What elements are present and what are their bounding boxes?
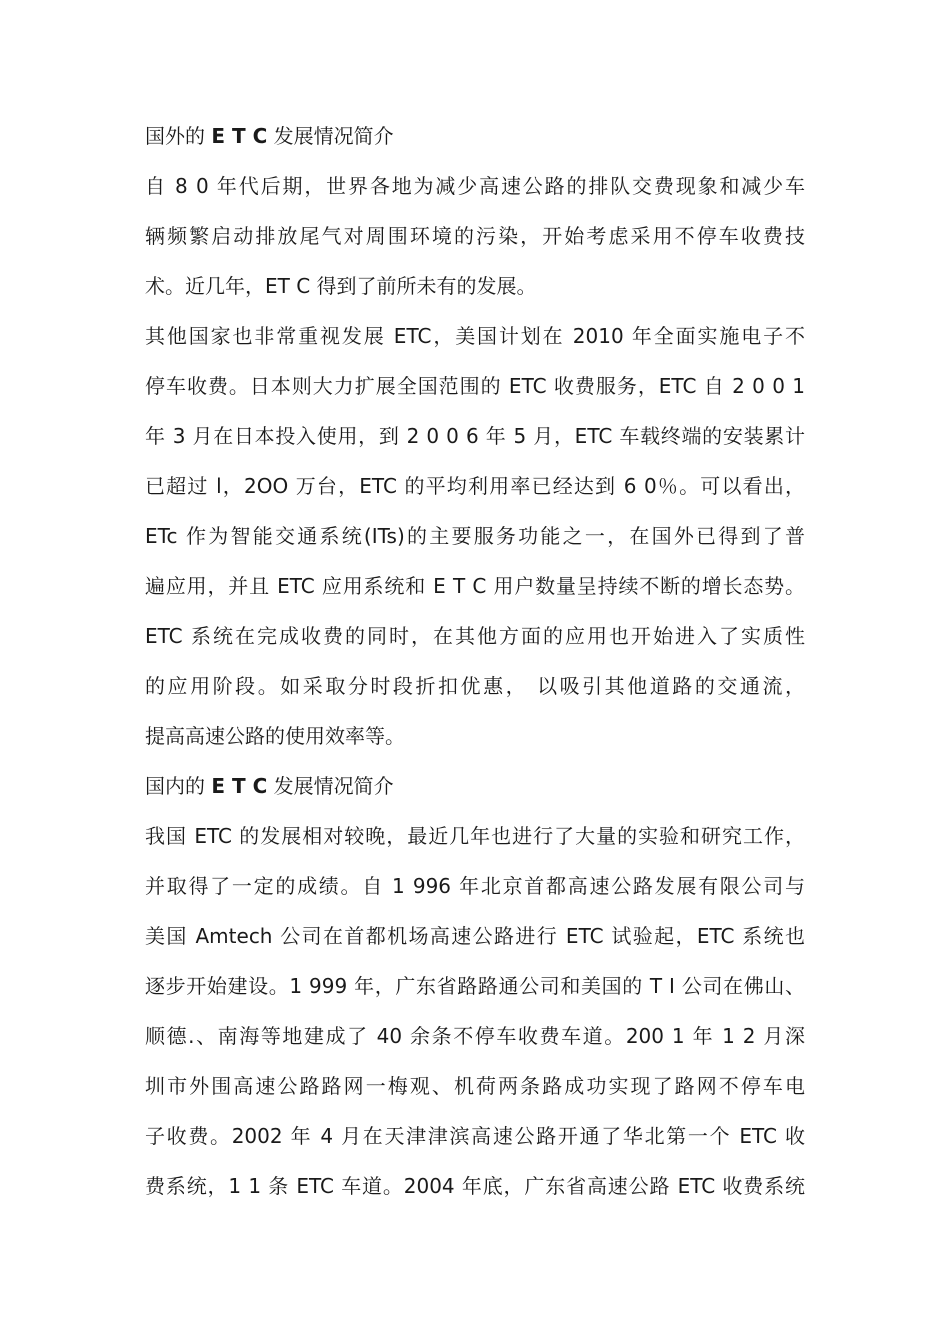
heading-text: 国外的 — [145, 124, 212, 148]
paragraph-line: 停车收费。日本则大力扩展全国范围的 ETC 收费服务，ETC 自 2 0 0 1 — [145, 374, 805, 398]
paragraph-line: 我国 ETC 的发展相对较晚，最近几年也进行了大量的实验和研究工作， — [145, 824, 805, 848]
heading-text: 发展情况简介 — [267, 124, 394, 148]
heading-domestic-etc — [145, 761, 394, 811]
paragraph-line: 子收费。2002 年 4 月在天津津滨高速公路开通了华北第一个 ETC 收 — [145, 1124, 805, 1148]
paragraph-line: 已超过 l，2OO 万台，ETC 的平均利用率已经达到 6 0％。可以看出， — [145, 474, 805, 498]
paragraph-line: 顺德.、南海等地建成了 40 余条不停车收费车道。200 1 年 1 2 月深 — [145, 1024, 805, 1048]
paragraph-line: 遍应用，并且 ETC 应用系统和 E T C 用户数量呈持续不断的增长态势。 — [145, 574, 805, 598]
paragraph-line: 年 3 月在日本投入使用，到 2 0 0 6 年 5 月，ETC 车载终端的安装累计 — [145, 424, 805, 448]
paragraph-line: 圳市外围高速公路路网一梅观、机荷两条路成功实现了路网不停车电 — [145, 1074, 805, 1098]
paragraph-line: 逐步开始建设。1 999 年，广东省路路通公司和美国的 T I 公司在佛山、 — [145, 974, 805, 998]
heading-etc-bold: E T C — [211, 124, 268, 148]
paragraph-line: 自 8 0 年代后期，世界各地为减少高速公路的排队交费现象和减少车 — [145, 174, 805, 198]
heading-etc-bold: E T C — [211, 774, 268, 798]
paragraph-line: 费系统，1 1 条 ETC 车道。2004 年底，广东省高速公路 ETC 收费系统 — [145, 1174, 805, 1198]
paragraph-line: 的应用阶段。如采取分时段折扣优惠， 以吸引其他道路的交通流， — [145, 674, 805, 698]
paragraph-line: 美国 Amtech 公司在首都机场高速公路进行 ETC 试验起，ETC 系统也 — [145, 924, 805, 948]
paragraph-line: ETc 作为智能交通系统(ITs)的主要服务功能之一，在国外已得到了普 — [145, 524, 805, 548]
heading-text: 国内的 — [145, 774, 212, 798]
paragraph-line: 其他国家也非常重视发展 ETC，美国计划在 2010 年全面实施电子不 — [145, 324, 805, 348]
paragraph-line: 提高高速公路的使用效率等。 — [145, 724, 405, 748]
heading-foreign-etc — [145, 111, 394, 161]
paragraph-line: 术。近几年，ET C 得到了前所未有的发展。 — [145, 274, 537, 298]
heading-text: 发展情况简介 — [267, 774, 394, 798]
paragraph-line: 并取得了一定的成绩。自 1 996 年北京首都高速公路发展有限公司与 — [145, 874, 805, 898]
paragraph-line: 辆频繁启动排放尾气对周围环境的污染，开始考虑采用不停车收费技 — [145, 224, 805, 248]
paragraph-line: ETC 系统在完成收费的同时，在其他方面的应用也开始进入了实质性 — [145, 624, 805, 648]
